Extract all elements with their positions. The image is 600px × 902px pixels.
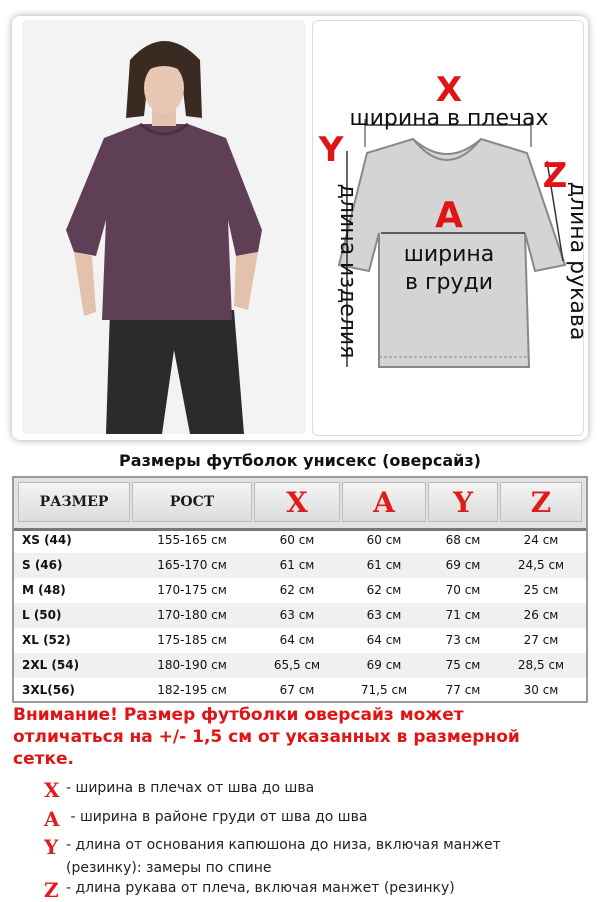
cell-y: 68 см [445,533,481,547]
legend-z [44,878,455,902]
cell-y: 77 см [445,683,481,697]
cell-height: 170-175 см [157,583,227,597]
legend-text: - ширина в плечах от шва до шва [66,780,315,796]
legend-letter: A [44,807,60,831]
cell-height: 170-180 см [157,608,227,622]
table-row [14,653,586,678]
cell-x: 60 см [279,533,315,547]
cell-y: 73 см [445,633,481,647]
cell-a: 71,5 см [360,683,408,697]
diagram-svg [313,21,590,435]
shirt-shape [66,124,262,320]
legend-a [44,807,367,831]
table-header [14,478,586,531]
cell-x: 63 см [279,608,315,622]
cell-z: 27 см [523,633,559,647]
cell-size: 3XL(56) [22,683,75,697]
table-title: Размеры футболок унисекс (оверсайз) [119,451,481,470]
cell-y: 70 см [445,583,481,597]
cell-height: 175-185 см [157,633,227,647]
cell-y: 71 см [445,608,481,622]
cell-size: M (48) [22,583,66,597]
cell-x: 67 см [279,683,315,697]
cell-size: S (46) [22,558,63,572]
y-label: длина изделия [335,183,360,359]
cell-z: 24 см [523,533,559,547]
cell-height: 182-195 см [157,683,227,697]
cell-z: 25 см [523,583,559,597]
a-label-line1: ширина [403,242,495,267]
cell-a: 63 см [366,608,402,622]
cell-a: 64 см [366,633,402,647]
cell-size: XL (52) [22,633,71,647]
a-letter: A [435,195,463,236]
legend-letter: X [44,778,60,802]
cell-x: 64 см [279,633,315,647]
table-row [14,628,586,653]
cell-size: XS (44) [22,533,72,547]
cell-height: 155-165 см [157,533,227,547]
legend-letter: Z [44,878,59,902]
table-row [14,578,586,603]
model-photo [22,20,306,434]
legend-x [44,778,314,802]
size-diagram [312,20,590,436]
legend-text: - ширина в районе груди от шва до шва [66,809,368,825]
cell-x: 65,5 см [273,658,321,672]
cell-x: 62 см [279,583,315,597]
header-height: РОСТ [132,482,252,522]
cell-height: 180-190 см [157,658,227,672]
x-label: ширина в плечах [349,106,549,131]
table-row [14,528,586,553]
header-x: X [254,482,340,522]
table-row [14,553,586,578]
table-row [14,603,586,628]
legend-text: - длина рукава от плеча, включая манжет (резинку) [66,880,455,896]
cell-size: 2XL (54) [22,658,80,672]
header-size: РАЗМЕР [18,482,130,522]
x-letter: X [435,70,463,110]
model-illustration [22,20,306,434]
header-a: A [342,482,426,522]
cell-a: 60 см [366,533,402,547]
table-row [14,678,586,703]
legend-text: (резинку): замеры по спине [66,860,272,876]
cell-a: 61 см [366,558,402,572]
cell-z: 30 см [523,683,559,697]
header-y: Y [428,482,498,522]
cell-x: 61 см [279,558,315,572]
cell-z: 26 см [523,608,559,622]
cell-size: L (50) [22,608,62,622]
z-letter: Z [542,156,568,196]
size-table [12,476,588,703]
legend-letter: Y [44,835,59,859]
cell-y: 75 см [445,658,481,672]
a-label-line2: в груди [404,270,494,295]
top-card [12,16,588,440]
legend-y [44,835,501,859]
legend-y-cont [44,858,272,874]
z-label: длина рукава [565,181,590,341]
cell-y: 69 см [445,558,481,572]
y-letter: Y [318,130,344,170]
cell-a: 62 см [366,583,402,597]
cell-height: 165-170 см [157,558,227,572]
header-z: Z [500,482,582,522]
cell-z: 24,5 см [517,558,565,572]
warning-text: Внимание! Размер футболки оверсайз может отличаться на +/- 1,5 см от указанных в размерной сетке. [13,705,520,769]
legend-text: - длина от основания капюшона до низа, включая манжет [66,837,501,853]
cell-z: 28,5 см [517,658,565,672]
cell-a: 69 см [366,658,402,672]
